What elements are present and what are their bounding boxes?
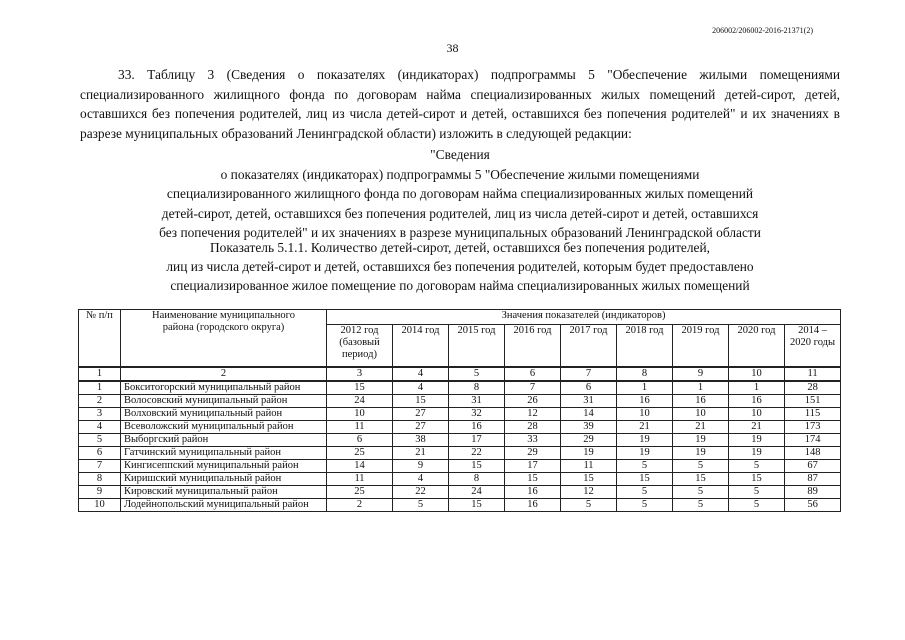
col-header-year: 2012 год (базовый период) (327, 324, 393, 367)
indicator-value: 15 (393, 395, 449, 408)
indicator-value: 16 (729, 395, 785, 408)
indicator-value: 15 (505, 473, 561, 486)
indicator-value: 38 (393, 434, 449, 447)
row-number: 5 (79, 434, 121, 447)
district-name: Гатчинский муниципальный район (121, 447, 327, 460)
indicator-value: 19 (673, 447, 729, 460)
indicator-value: 15 (729, 473, 785, 486)
indicator-value: 5 (729, 499, 785, 512)
indicator-value: 11 (327, 473, 393, 486)
indicator-value: 28 (785, 381, 841, 395)
indicator-value: 24 (449, 486, 505, 499)
table-row (79, 460, 841, 473)
heading-line: детей-сирот, детей, оставшихся без попечения родителей, лиц из числа детей-сирот и детей, оставшихся (161, 205, 759, 221)
row-number: 4 (79, 421, 121, 434)
col-header-year: 2015 год (449, 324, 505, 367)
table-row (79, 408, 841, 421)
indicator-value: 174 (785, 434, 841, 447)
indicator-value: 14 (327, 460, 393, 473)
district-name: Бокситогорский муниципальный район (121, 381, 327, 395)
indicator-value: 5 (673, 460, 729, 473)
column-number: 4 (393, 367, 449, 381)
indicator-value: 7 (505, 381, 561, 395)
table-row (79, 499, 841, 512)
indicator-table (78, 309, 841, 512)
indicator-value: 6 (327, 434, 393, 447)
indicator-value: 19 (617, 434, 673, 447)
column-number: 10 (729, 367, 785, 381)
indicator-value: 16 (617, 395, 673, 408)
indicator-value: 16 (449, 421, 505, 434)
row-number: 1 (79, 381, 121, 395)
col-header-year: 2017 год (561, 324, 617, 367)
indicator-value: 5 (729, 486, 785, 499)
table-body (79, 367, 841, 512)
indicator-value: 21 (617, 421, 673, 434)
indicator-value: 5 (729, 460, 785, 473)
indicator-value: 21 (393, 447, 449, 460)
indicator-value: 173 (785, 421, 841, 434)
indicator-value: 25 (327, 486, 393, 499)
heading-line: специализированного жилищного фонда по договорам найма специализированных жилых помещений (166, 186, 754, 201)
indicator-value: 9 (393, 460, 449, 473)
indicator-value: 11 (561, 460, 617, 473)
indicator-value: 10 (673, 408, 729, 421)
indicator-value: 32 (449, 408, 505, 421)
table-row (79, 447, 841, 460)
col-header-year: 2018 год (617, 324, 673, 367)
indicator-line: специализированное жилое помещение по договорам найма специализированных жилых помещений (170, 278, 750, 293)
indicator-value: 15 (617, 473, 673, 486)
col-header-year: 2014 год (393, 324, 449, 367)
row-number: 8 (79, 473, 121, 486)
indicator-value: 24 (327, 395, 393, 408)
indicator-value: 10 (327, 408, 393, 421)
table-heading (80, 145, 840, 243)
indicator-value: 31 (561, 395, 617, 408)
indicator-value: 8 (449, 473, 505, 486)
indicator-value: 15 (449, 460, 505, 473)
indicator-value: 19 (673, 434, 729, 447)
district-name: Лодейнопольский муниципальный район (121, 499, 327, 512)
indicator-value: 22 (393, 486, 449, 499)
indicator-value: 10 (617, 408, 673, 421)
district-name: Всеволожский муниципальный район (121, 421, 327, 434)
indicator-value: 4 (393, 381, 449, 395)
district-name: Кировский муниципальный район (121, 486, 327, 499)
indicator-value: 15 (673, 473, 729, 486)
col-header-year: 2016 год (505, 324, 561, 367)
indicator-value: 1 (729, 381, 785, 395)
district-name: Кингисеппский муниципальный район (121, 460, 327, 473)
indicator-value: 29 (505, 447, 561, 460)
table-row (79, 486, 841, 499)
indicator-value: 29 (561, 434, 617, 447)
indicator-value: 27 (393, 408, 449, 421)
indicator-value: 28 (505, 421, 561, 434)
row-number: 3 (79, 408, 121, 421)
indicator-value: 148 (785, 447, 841, 460)
indicator-value: 12 (561, 486, 617, 499)
column-number: 1 (79, 367, 121, 381)
indicator-value: 22 (449, 447, 505, 460)
amendment-paragraph: 33. Таблицу 3 (Сведения о показателях (индикаторах) подпрограммы 5 "Обеспечение жилыми помещениями специализированного жилищного фонда по договорам найма специализированных жилых помещений детей-сирот, детей, оставшихся без попечения родителей, лиц из числа детей-сирот и детей, оставшихся без попечения родителей" и их значениях в разрезе муниципальных образований Ленинградской области) изложить в следующей редакции: (80, 67, 840, 141)
indicator-value: 6 (561, 381, 617, 395)
col-header-year: 2020 год (729, 324, 785, 367)
indicator-value: 17 (449, 434, 505, 447)
col-header-group: Значения показателей (индикаторов) (327, 310, 841, 325)
indicator-value: 8 (449, 381, 505, 395)
indicator-value: 87 (785, 473, 841, 486)
table-row (79, 381, 841, 395)
indicator-value: 39 (561, 421, 617, 434)
indicator-value: 5 (673, 499, 729, 512)
column-number: 6 (505, 367, 561, 381)
indicator-value: 151 (785, 395, 841, 408)
page-number: 38 (446, 41, 459, 55)
row-number: 6 (79, 447, 121, 460)
indicator-value: 4 (393, 473, 449, 486)
indicator-value: 5 (617, 460, 673, 473)
row-number: 2 (79, 395, 121, 408)
row-number: 10 (79, 499, 121, 512)
column-number: 2 (121, 367, 327, 381)
indicator-value: 19 (561, 447, 617, 460)
indicator-value: 26 (505, 395, 561, 408)
indicator-title (80, 238, 840, 295)
indicator-value: 16 (673, 395, 729, 408)
indicator-value: 19 (729, 434, 785, 447)
heading-line: без попечения родителей" и их значениях в разрезе муниципальных образований Ленинградской области (159, 225, 761, 240)
indicator-value: 14 (561, 408, 617, 421)
column-number: 7 (561, 367, 617, 381)
indicator-value: 15 (449, 499, 505, 512)
indicator-value: 19 (729, 447, 785, 460)
col-header-number: № п/п (79, 310, 121, 368)
col-header-year: 2014 – 2020 годы (785, 324, 841, 367)
column-number: 11 (785, 367, 841, 381)
table-row (79, 421, 841, 434)
document-id: 206002/206002-2016-21371(2) (712, 26, 813, 35)
indicator-value: 5 (561, 499, 617, 512)
indicator-value: 1 (673, 381, 729, 395)
district-name: Волховский муниципальный район (121, 408, 327, 421)
indicator-line: лиц из числа детей-сирот и детей, оставшихся без попечения родителей, которым будет предоставлено (166, 259, 754, 274)
indicator-value: 5 (617, 486, 673, 499)
indicator-value: 2 (327, 499, 393, 512)
indicator-value: 16 (505, 486, 561, 499)
indicator-value: 1 (617, 381, 673, 395)
column-number: 9 (673, 367, 729, 381)
indicator-value: 5 (617, 499, 673, 512)
indicator-value: 17 (505, 460, 561, 473)
indicator-value: 15 (561, 473, 617, 486)
indicator-value: 21 (673, 421, 729, 434)
indicator-value: 12 (505, 408, 561, 421)
indicator-value: 27 (393, 421, 449, 434)
indicator-value: 115 (785, 408, 841, 421)
row-number: 9 (79, 486, 121, 499)
indicator-value: 5 (673, 486, 729, 499)
district-name: Волосовский муниципальный район (121, 395, 327, 408)
column-number-row (79, 367, 841, 381)
indicator-value: 33 (505, 434, 561, 447)
district-name: Выборгский район (121, 434, 327, 447)
indicator-value: 15 (327, 381, 393, 395)
indicator-value: 21 (729, 421, 785, 434)
table-row (79, 395, 841, 408)
heading-line: о показателях (индикаторах) подпрограммы 5 "Обеспечение жилыми помещениями (220, 166, 700, 182)
indicator-value: 25 (327, 447, 393, 460)
column-number: 5 (449, 367, 505, 381)
indicator-value: 89 (785, 486, 841, 499)
district-name: Киришский муниципальный район (121, 473, 327, 486)
indicator-value: 31 (449, 395, 505, 408)
indicator-value: 11 (327, 421, 393, 434)
indicator-line: Показатель 5.1.1. Количество детей-сирот, детей, оставшихся без попечения родителей, (209, 240, 710, 255)
indicator-value: 67 (785, 460, 841, 473)
table-row (79, 434, 841, 447)
col-header-year: 2019 год (673, 324, 729, 367)
indicator-value: 56 (785, 499, 841, 512)
indicator-value: 10 (729, 408, 785, 421)
table-row (79, 473, 841, 486)
column-number: 8 (617, 367, 673, 381)
heading-line: "Сведения (430, 147, 490, 162)
indicator-value: 5 (393, 499, 449, 512)
column-number: 3 (327, 367, 393, 381)
indicator-value: 16 (505, 499, 561, 512)
indicator-value: 19 (617, 447, 673, 460)
col-header-name: Наименование муниципального района (городского округа) (121, 310, 327, 368)
row-number: 7 (79, 460, 121, 473)
